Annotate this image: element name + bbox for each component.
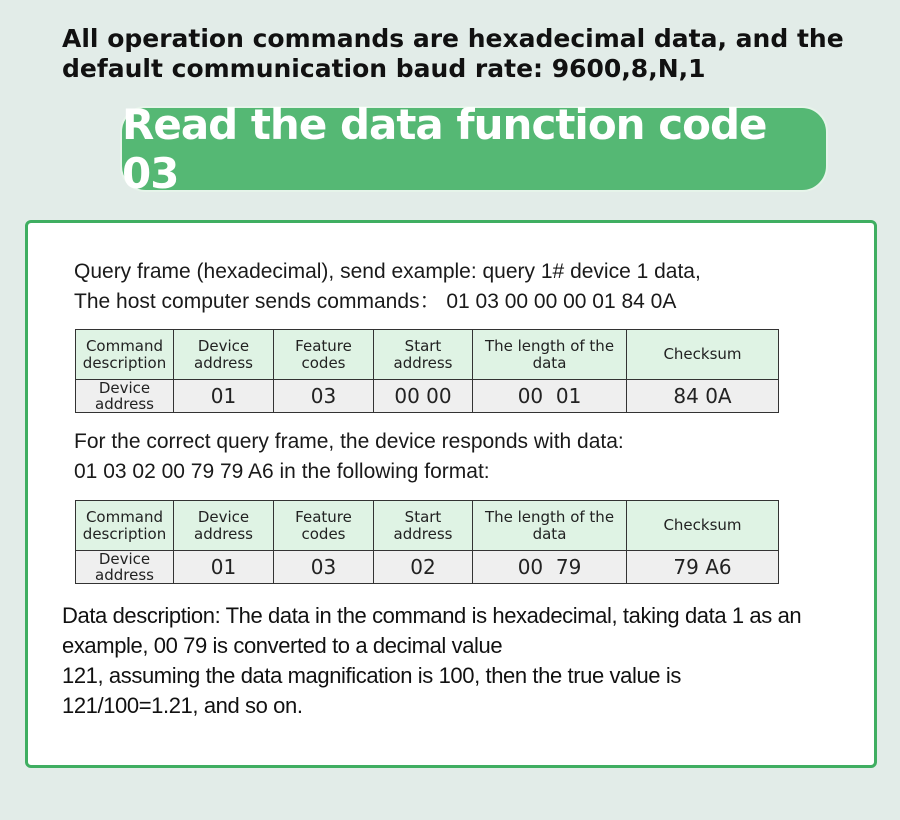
table-cell: 00 00	[374, 380, 473, 413]
table-cell: 03	[274, 551, 374, 584]
table-cell: 79 A6	[627, 551, 779, 584]
table-cell: 02	[374, 551, 473, 584]
section-banner	[120, 100, 828, 198]
intro-line-2: default communication baud rate: 9600,8,N,1	[62, 54, 706, 83]
header-cell: Device address	[174, 330, 274, 380]
description-line-2: example, 00 79 is converted to a decimal value	[62, 633, 503, 658]
table-cell: 01	[174, 380, 274, 413]
table-header-row	[76, 330, 779, 380]
header-cell: Feature codes	[274, 501, 374, 551]
table-cell: 00 01	[473, 380, 627, 413]
header-cell: Command description	[76, 501, 174, 551]
table-cell: Device address	[76, 551, 174, 584]
response-frame-table	[75, 500, 779, 584]
table-cell: Device address	[76, 380, 174, 413]
description-line-4: 121/100=1.21, and so on.	[62, 693, 303, 718]
response-paragraph	[74, 427, 624, 487]
description-line-3: 121, assuming the data magnification is 100, then the true value is	[62, 663, 681, 688]
query-paragraph	[74, 257, 701, 317]
banner-title: Read the data function code 03	[122, 100, 767, 198]
header-cell: Start address	[374, 330, 473, 380]
query-frame-table	[75, 329, 779, 413]
header-cell: Command description	[76, 330, 174, 380]
content-card	[25, 220, 877, 768]
table-cell: 01	[174, 551, 274, 584]
data-description	[62, 601, 862, 721]
table-header-row	[76, 501, 779, 551]
table-cell: 00 79	[473, 551, 627, 584]
table-row	[76, 380, 779, 413]
header-cell: The length of the data	[473, 330, 627, 380]
query-line-1: Query frame (hexadecimal), send example: query 1# device 1 data,	[74, 260, 701, 283]
table-cell: 03	[274, 380, 374, 413]
intro-line-1: All operation commands are hexadecimal data, and the	[62, 24, 844, 53]
header-cell: Feature codes	[274, 330, 374, 380]
header-cell: Checksum	[627, 501, 779, 551]
header-cell: Checksum	[627, 330, 779, 380]
table-cell: 84 0A	[627, 380, 779, 413]
table-row	[76, 551, 779, 584]
header-cell: The length of the data	[473, 501, 627, 551]
intro-text	[62, 24, 862, 84]
response-line-1: For the correct query frame, the device responds with data:	[74, 430, 624, 453]
header-cell: Device address	[174, 501, 274, 551]
query-line-2: The host computer sends commands： 01 03 00 00 00 01 84 0A	[74, 290, 677, 313]
description-line-1: Data description: The data in the command is hexadecimal, taking data 1 as an	[62, 603, 802, 628]
header-cell: Start address	[374, 501, 473, 551]
response-line-2: 01 03 02 00 79 79 A6 in the following format:	[74, 460, 490, 483]
